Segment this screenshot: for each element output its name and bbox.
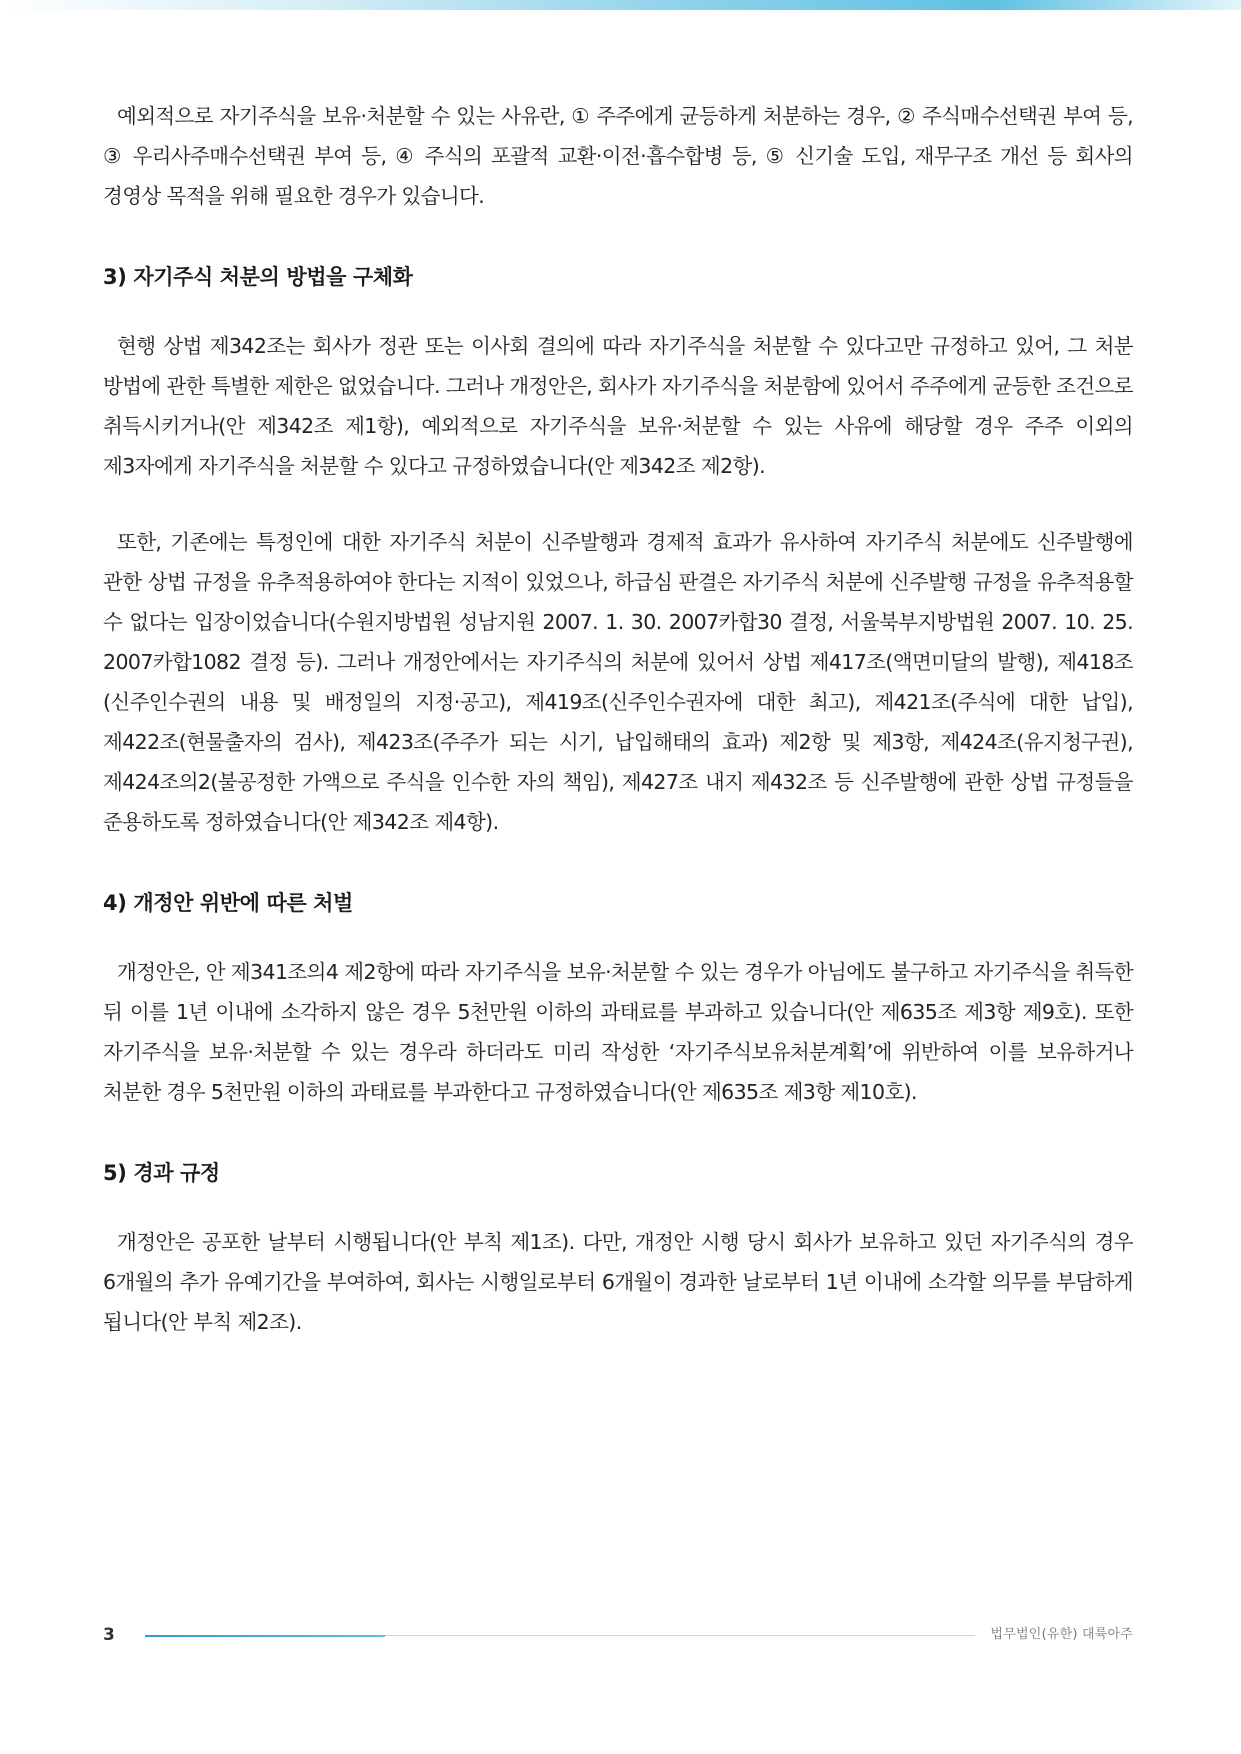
section-5-heading: 5) 경과 규정: [103, 1161, 220, 1185]
section-3-paragraph-2: 또한, 기존에는 특정인에 대한 자기주식 처분이 신주발행과 경제적 효과가 유사하여 자기주식 처분에도 신주발행에 관한 상법 규정을 유추적용하여야 한다는 지적이 있었으나, 하급심 판결은 자기주식 처분에 신주발행 규정을 유추적용할 수 없다는 입장이었습니다(수원지방법원 성남지원 2007. 1. 30. 2007카합30 결정, 서울북부지방법원 2007. 10. 25. 2007카합1082 결정 등). 그러나 개정안에서는 자기주식의 처분에 있어서 상법 제417조(액면미달의 발행), 제418조(신주인수권의 내용 및 배정일의 지정·공고), 제419조(신주인수권자에 대한 최고), 제421조(주식에 대한 납입), 제422조(현물출자의 검사), 제423조(주주가 되는 시기, 납입해태의 효과) 제2항 및 제3항, 제424조(유지청구권), 제424조의2(불공정한 가액으로 주식을 인수한 자의 책임), 제427조 내지 제432조 등 신주발행에 관한 상법 규정들을 준용하도록 정하였습니다(안 제342조 제4항).: [103, 530, 1133, 834]
section-3-heading: 3) 자기주식 처분의 방법을 구체화: [103, 265, 413, 289]
section-3-paragraph-1: 현행 상법 제342조는 회사가 정관 또는 이사회 결의에 따라 자기주식을 처분할 수 있다고만 규정하고 있어, 그 처분 방법에 관한 특별한 제한은 없었습니다. 그러나 개정안은, 회사가 자기주식을 처분함에 있어서 주주에게 균등한 조건으로 취득시키거나(안 제342조 제1항), 예외적으로 자기주식을 보유·처분할 수 있는 사유에 해당할 경우 주주 이외의 제3자에게 자기주식을 처분할 수 있다고 규정하였습니다(안 제342조 제2항).: [103, 334, 1133, 478]
footer-accent-rule: [145, 1635, 385, 1637]
top-gradient-bar: [0, 0, 1241, 10]
intro-paragraph: 예외적으로 자기주식을 보유·처분할 수 있는 사유란, ① 주주에게 균등하게 처분하는 경우, ② 주식매수선택권 부여 등, ③ 우리사주매수선택권 부여 등, ④ 주식의 포괄적 교환·이전·흡수합병 등, ⑤ 신기술 도입, 재무구조 개선 등 회사의 경영상 목적을 위해 필요한 경우가 있습니다.: [103, 104, 1133, 208]
section-4-heading: 4) 개정안 위반에 따른 처벌: [103, 891, 353, 915]
section-5-paragraph-1: 개정안은 공포한 날부터 시행됩니다(안 부칙 제1조). 다만, 개정안 시행 당시 회사가 보유하고 있던 자기주식의 경우 6개월의 추가 유예기간을 부여하여, 회사는 시행일로부터 6개월이 경과한 날로부터 1년 이내에 소각할 의무를 부담하게 됩니다(안 부칙 제2조).: [103, 1230, 1133, 1334]
firm-name: 법무법인(유한) 대륙아주: [990, 1627, 1133, 1642]
document-body: [103, 96, 1133, 1342]
section-4-paragraph-1: 개정안은, 안 제341조의4 제2항에 따라 자기주식을 보유·처분할 수 있는 경우가 아님에도 불구하고 자기주식을 취득한 뒤 이를 1년 이내에 소각하지 않은 경우 5천만원 이하의 과태료를 부과하고 있습니다(안 제635조 제3항 제9호). 또한 자기주식을 보유·처분할 수 있는 경우라 하더라도 미리 작성한 ‘자기주식보유처분계획’에 위반하여 이를 보유하거나 처분한 경우 5천만원 이하의 과태료를 부과한다고 규정하였습니다(안 제635조 제3항 제10호).: [103, 960, 1133, 1104]
page-footer: [103, 1620, 1133, 1650]
page-number: 3: [103, 1625, 115, 1645]
footer-rule: [385, 1635, 975, 1636]
